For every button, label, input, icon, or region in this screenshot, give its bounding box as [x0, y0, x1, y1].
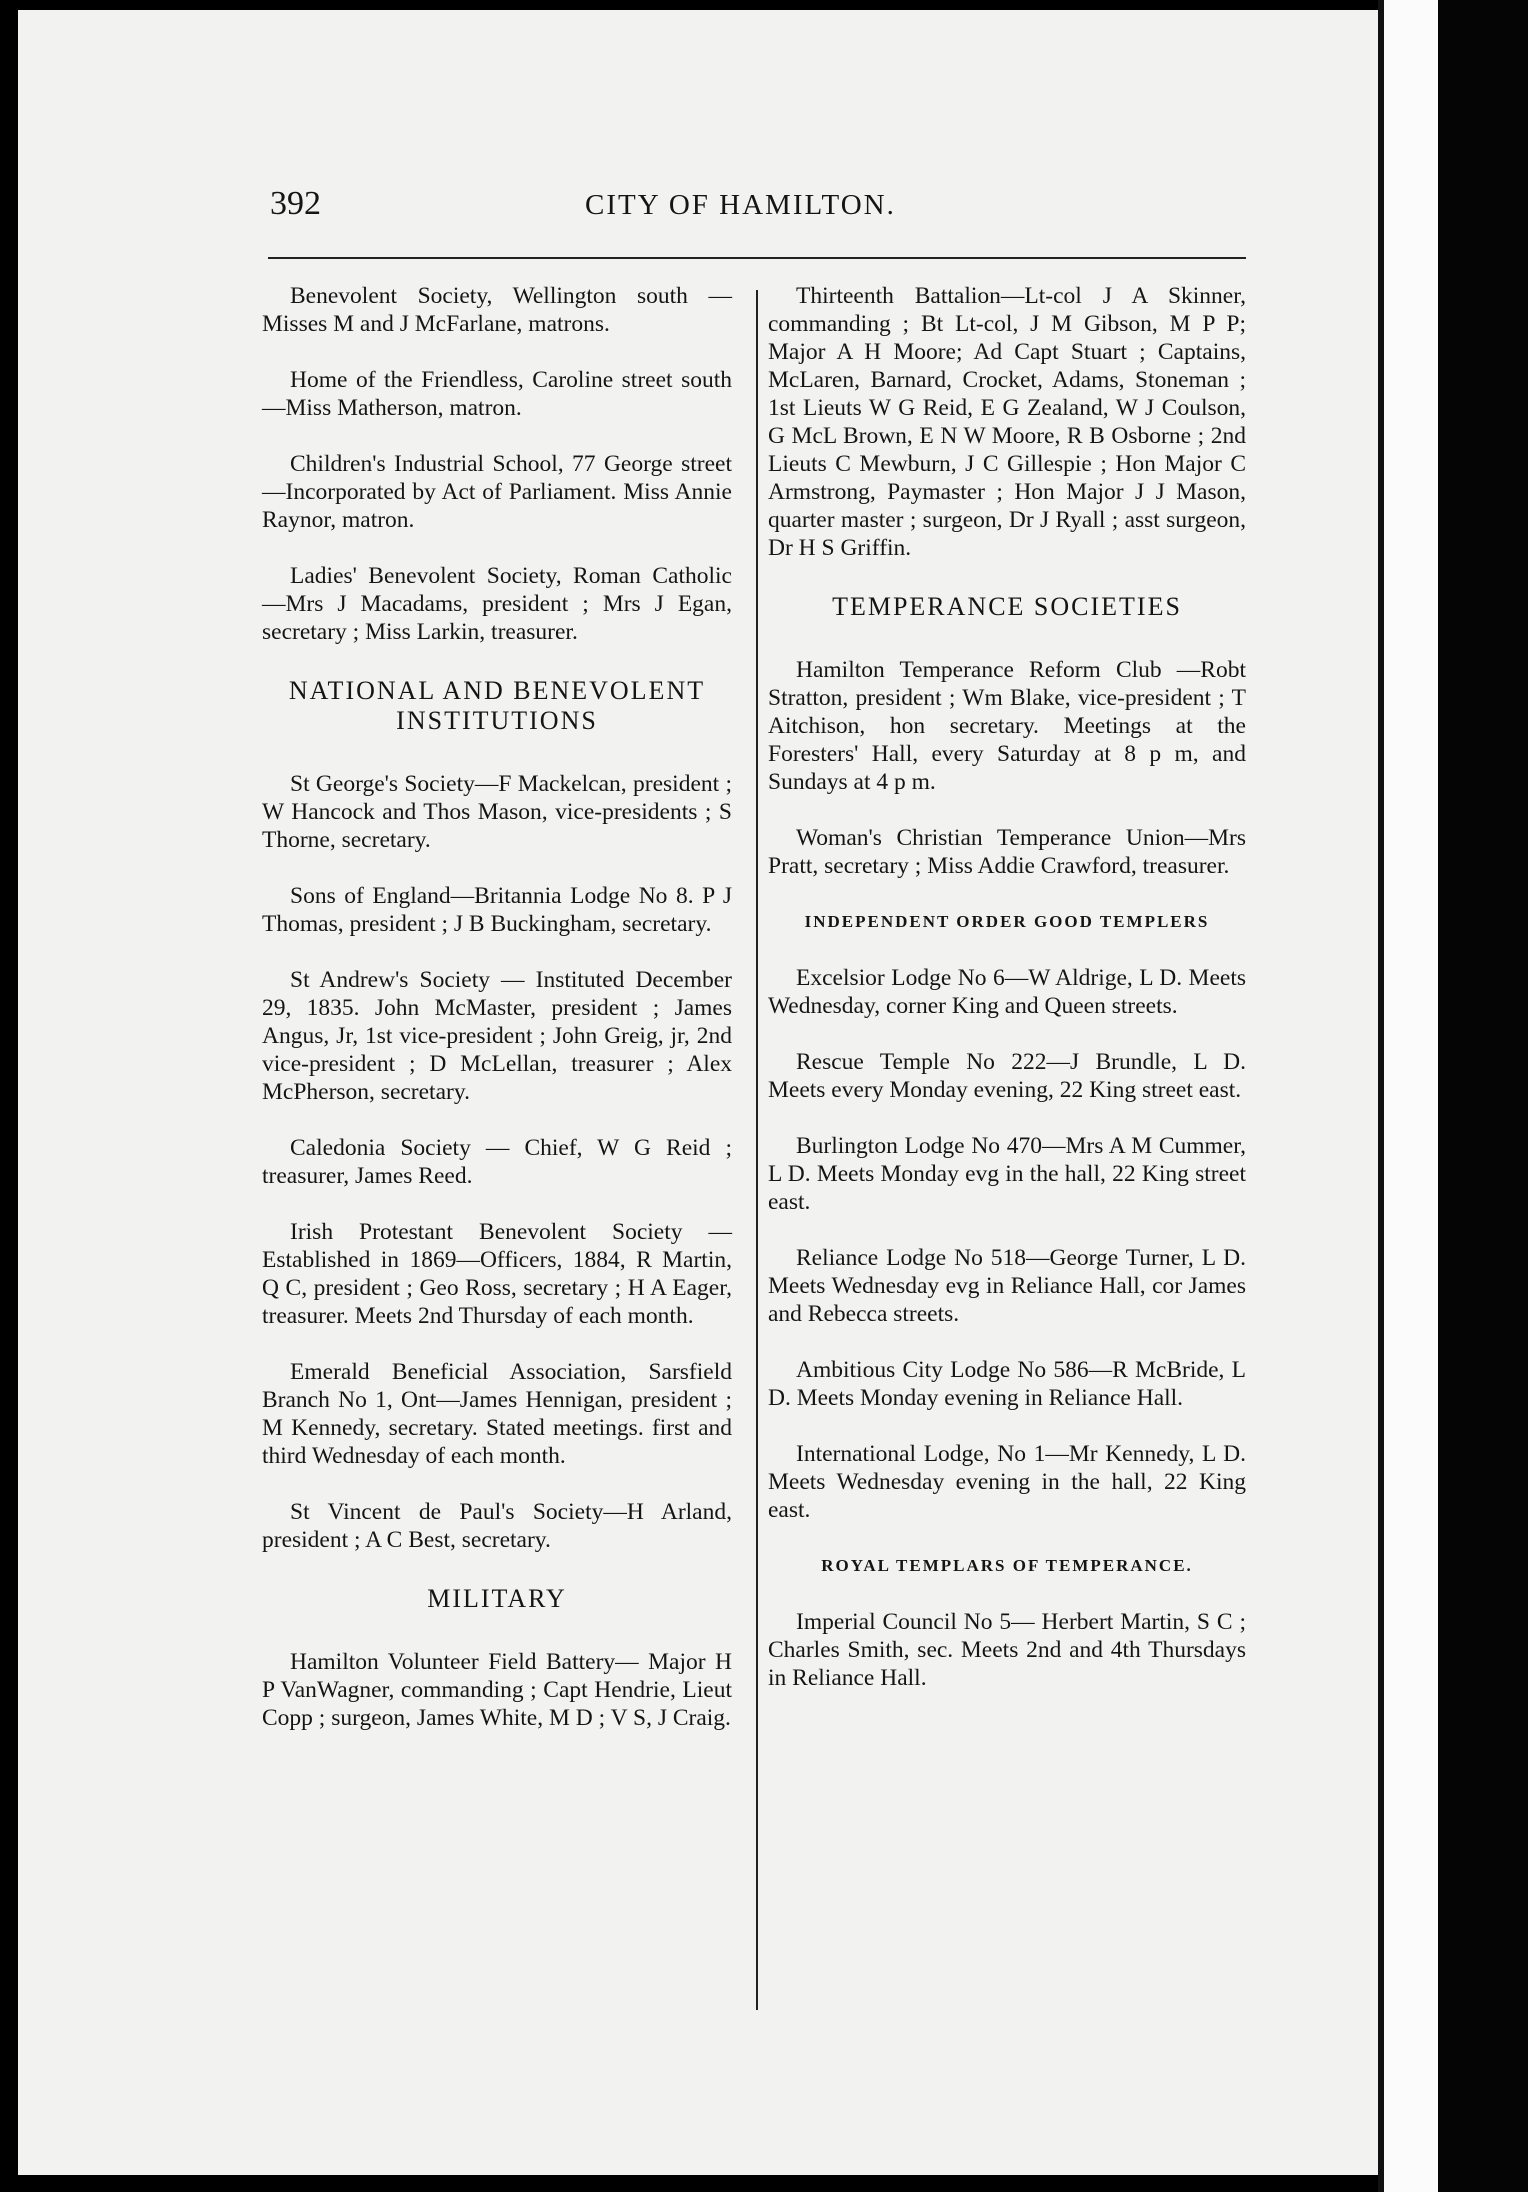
directory-entry: Irish Protestant Benevolent Society —Established in 1869—Officers, 1884, R Martin, Q C, president ; Geo Ross, secretary ; H A Eager, treasurer. Meets 2nd Thursday of each month. [262, 1219, 732, 1329]
page-margin-strip [1378, 0, 1444, 2192]
directory-entry: Reliance Lodge No 518—George Turner, L D. Meets Wednesday evg in Reliance Hall, cor James and Rebecca streets. [768, 1245, 1246, 1327]
directory-entry: Thirteenth Battalion—Lt-col J A Skinner, commanding ; Bt Lt-col, J M Gibson, M P P; Major A H Moore; Ad Capt Stuart ; Captains, McLaren, Barnard, Crocket, Adams, Stoneman ; 1st Lieuts W G Reid, E G Zealand, W J Coulson, G McL Brown, E N W Moore, R B Osborne ; 2nd Lieuts C Mewburn, J C Gillespie ; Hon Major C Armstrong, Paymaster ; Hon Major J J Mason, quarter master ; surgeon, Dr J Ryall ; asst surgeon, Dr H S Griffin. [768, 283, 1246, 561]
running-title: CITY OF HAMILTON. [585, 189, 896, 221]
section-heading: NATIONAL AND BENEVOLENT INSTITUTIONS [288, 676, 706, 735]
directory-entry: Home of the Friendless, Caroline street south—Miss Matherson, matron. [262, 367, 732, 421]
directory-entry: Imperial Council No 5— Herbert Martin, S C ; Charles Smith, sec. Meets 2nd and 4th Thursdays in Reliance Hall. [768, 1609, 1246, 1691]
directory-entry: Hamilton Volunteer Field Battery— Major H P VanWagner, commanding ; Capt Hendrie, Lieut Copp ; surgeon, James White, M D ; V S, J Craig. [262, 1649, 732, 1731]
directory-entry: St Andrew's Society — Instituted December 29, 1835. John McMaster, president ; James Angus, Jr, 1st vice-president ; John Greig, jr, 2nd vice-president ; D McLellan, treasurer ; Alex McPherson, secretary. [262, 967, 732, 1105]
directory-entry: St George's Society—F Mackelcan, president ; W Hancock and Thos Mason, vice-presidents ; S Thorne, secretary. [262, 771, 732, 853]
left-column [262, 282, 732, 1760]
directory-entry: Children's Industrial School, 77 George street—Incorporated by Act of Parliament. Miss Annie Raynor, matron. [262, 451, 732, 533]
page-header [250, 185, 1240, 235]
directory-entry: Burlington Lodge No 470—Mrs A M Cummer, L D. Meets Monday evg in the hall, 22 King street east. [768, 1133, 1246, 1215]
directory-entry: Hamilton Temperance Reform Club —Robt Stratton, president ; Wm Blake, vice-president ; T Aitchison, hon secretary. Meetings at the Foresters' Hall, every Saturday at 8 p m, and Sundays at 4 p m. [768, 657, 1246, 795]
column-divider [756, 290, 758, 2010]
section-heading: MILITARY [427, 1584, 567, 1613]
scan-border [1438, 0, 1528, 2192]
directory-entry: Sons of England—Britannia Lodge No 8. P J Thomas, president ; J B Buckingham, secretary. [262, 883, 732, 937]
right-column [768, 282, 1246, 1720]
subsection-heading: INDEPENDENT ORDER GOOD TEMPLERS [804, 912, 1210, 931]
directory-entry: Emerald Beneficial Association, Sarsfield Branch No 1, Ont—James Hennigan, president ; M Kennedy, secretary. Stated meetings. first and third Wednesday of each month. [262, 1359, 732, 1469]
directory-entry: Rescue Temple No 222—J Brundle, L D. Meets every Monday evening, 22 King street east. [768, 1049, 1246, 1103]
page-number: 392 [270, 185, 321, 222]
directory-entry: International Lodge, No 1—Mr Kennedy, L D. Meets Wednesday evening in the hall, 22 King east. [768, 1441, 1246, 1523]
subsection-heading: ROYAL TEMPLARS OF TEMPERANCE. [821, 1556, 1193, 1575]
directory-entry: Ladies' Benevolent Society, Roman Catholic—Mrs J Macadams, president ; Mrs J Egan, secretary ; Miss Larkin, treasurer. [262, 563, 732, 645]
directory-entry: Benevolent Society, Wellington south —Misses M and J McFarlane, matrons. [262, 283, 732, 337]
directory-entry: St Vincent de Paul's Society—H Arland, president ; A C Best, secretary. [262, 1499, 732, 1553]
header-rule [268, 257, 1246, 259]
directory-entry: Ambitious City Lodge No 586—R McBride, L D. Meets Monday evening in Reliance Hall. [768, 1357, 1246, 1411]
section-heading: TEMPERANCE SOCIETIES [832, 592, 1182, 621]
directory-entry: Excelsior Lodge No 6—W Aldrige, L D. Meets Wednesday, corner King and Queen streets. [768, 965, 1246, 1019]
directory-entry: Woman's Christian Temperance Union—Mrs Pratt, secretary ; Miss Addie Crawford, treasurer. [768, 825, 1246, 879]
directory-entry: Caledonia Society — Chief, W G Reid ; treasurer, James Reed. [262, 1135, 732, 1189]
